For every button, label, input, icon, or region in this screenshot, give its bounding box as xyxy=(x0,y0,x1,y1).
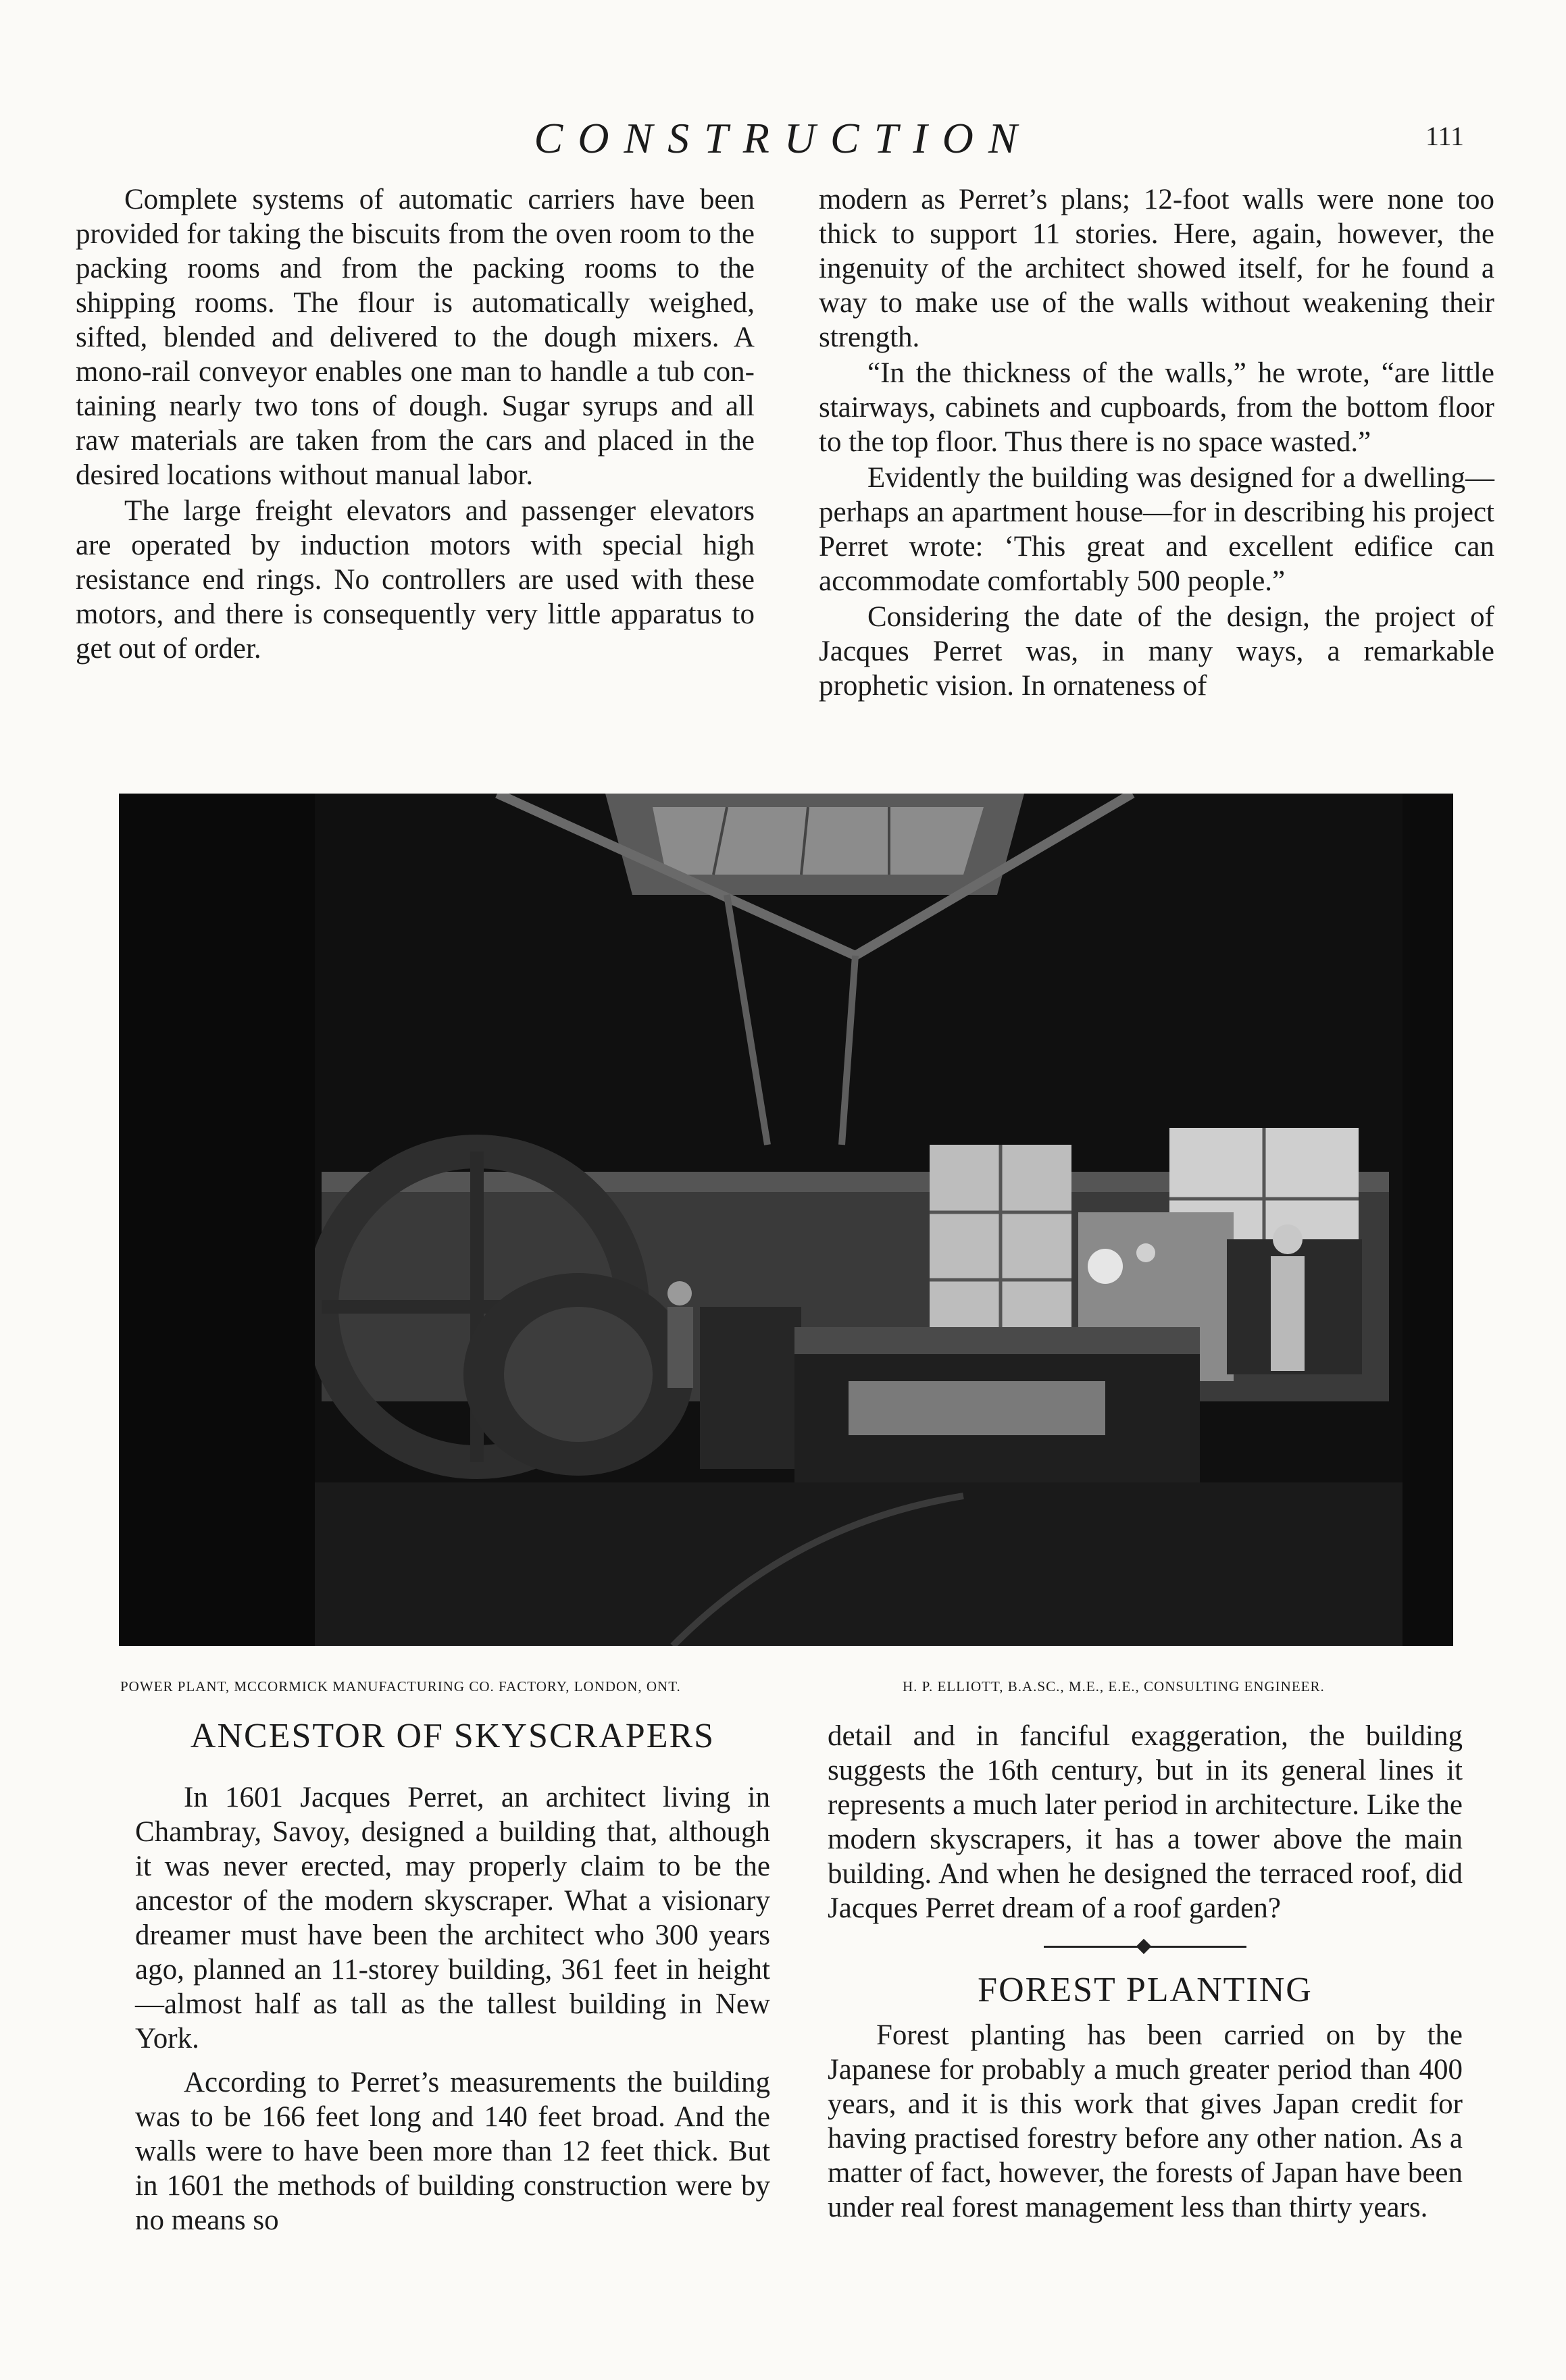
article-ancestor-of-skyscrapers xyxy=(135,1719,770,2247)
power-plant-photo xyxy=(119,794,1453,1646)
paragraph: Complete systems of automatic carriers have been provided for taking the biscuits from the oven room to the packing rooms and from the packing rooms to the shipping rooms. The flour is automatically weighed, sifted, blended and delivered to the dough mixers. A mono-rail conveyor enables one man to handle a tub containing nearly two tons of dough. Sugar syrups and all raw materials are taken from the cars and placed in the desired locations without manual labor. xyxy=(76,184,755,491)
photo-caption-right: H. P. ELLIOTT, B.A.SC., M.E., E.E., CONSULTING ENGINEER. xyxy=(903,1678,1325,1695)
column-top-left xyxy=(76,182,755,667)
photo-caption-left: POWER PLANT, MCCORMICK MANUFACTURING CO. FACTORY, LONDON, ONT. xyxy=(120,1678,681,1695)
paragraph: “In the thickness of the walls,” he wrote, “are little stairways, cabinets and cupboards, from the bottom floor to the top floor. Thus there is no space wasted.” xyxy=(819,357,1494,458)
diamond-ornament-icon xyxy=(1136,1939,1152,1955)
power-plant-photo-illustration xyxy=(119,794,1453,1646)
paragraph: detail and in fanciful exaggeration, the building suggests the 16th century, but in its general lines it represents a much later period in architecture. Like the modern skyscrapers, it has a tower above the main building. And when he designed the terraced roof, did Jacques Perret dream of a roof garden? xyxy=(828,1720,1463,1924)
column-top-right xyxy=(819,182,1494,704)
paragraph: Considering the date of the design, the project of Jacques Perret was, in many ways, a remarkable prophetic vision. In ornateness of xyxy=(819,601,1494,702)
article-headline: FOREST PLANTING xyxy=(978,1971,1313,2009)
paragraph: Forest planting has been carried on by the Japanese for probably a much greater period than 400 years, and it is this work that gives Japan credit for having practised forestry before any other nation. As a matter of fact, however, the forests of Japan have been under real forest management less than thirty years. xyxy=(828,2019,1463,2223)
page-number: 111 xyxy=(1425,121,1465,151)
paragraph: The large freight elevators and passenger elevators are operated by induction motors with special high resistance end rings. No controllers are used with these motors, and there is consequently very little apparatus to get out of order. xyxy=(76,495,755,665)
section-divider xyxy=(1044,1940,1246,1952)
paragraph: According to Perret’s measurements the building was to be 166 feet long and 140 feet broad. And the walls were to have been more than 12 feet thick. But in 1601 the methods of building construction were by no means so xyxy=(135,2067,770,2236)
paragraph: Evidently the building was designed for a dwelling—perhaps an apartment house—for in describing his project Perret wrote: ‘This great and excellent edifice can accommodate comfortably 500 people.” xyxy=(819,462,1494,597)
paragraph: In 1601 Jacques Perret, an architect living in Chambray, Savoy, designed a building that, although it was never erected, may properly claim to be the ancestor of the modern skyscraper. What a visionary dreamer must have been the architect who 300 years ago, planned an 11-storey building, 361 feet in height—almost half as tall as the tallest building in New York. xyxy=(135,1782,770,2054)
column-bottom-right xyxy=(828,1719,1463,2226)
running-title: CONSTRUCTION xyxy=(534,114,1032,162)
paragraph: modern as Perret’s plans; 12-foot walls were none too thick to support 11 stories. Here, again, however, the ingenuity of the architect showed itself, for he found a way to make use of the walls without weakening their strength. xyxy=(819,184,1494,353)
article-headline: ANCESTOR OF SKYSCRAPERS xyxy=(190,1717,715,1755)
